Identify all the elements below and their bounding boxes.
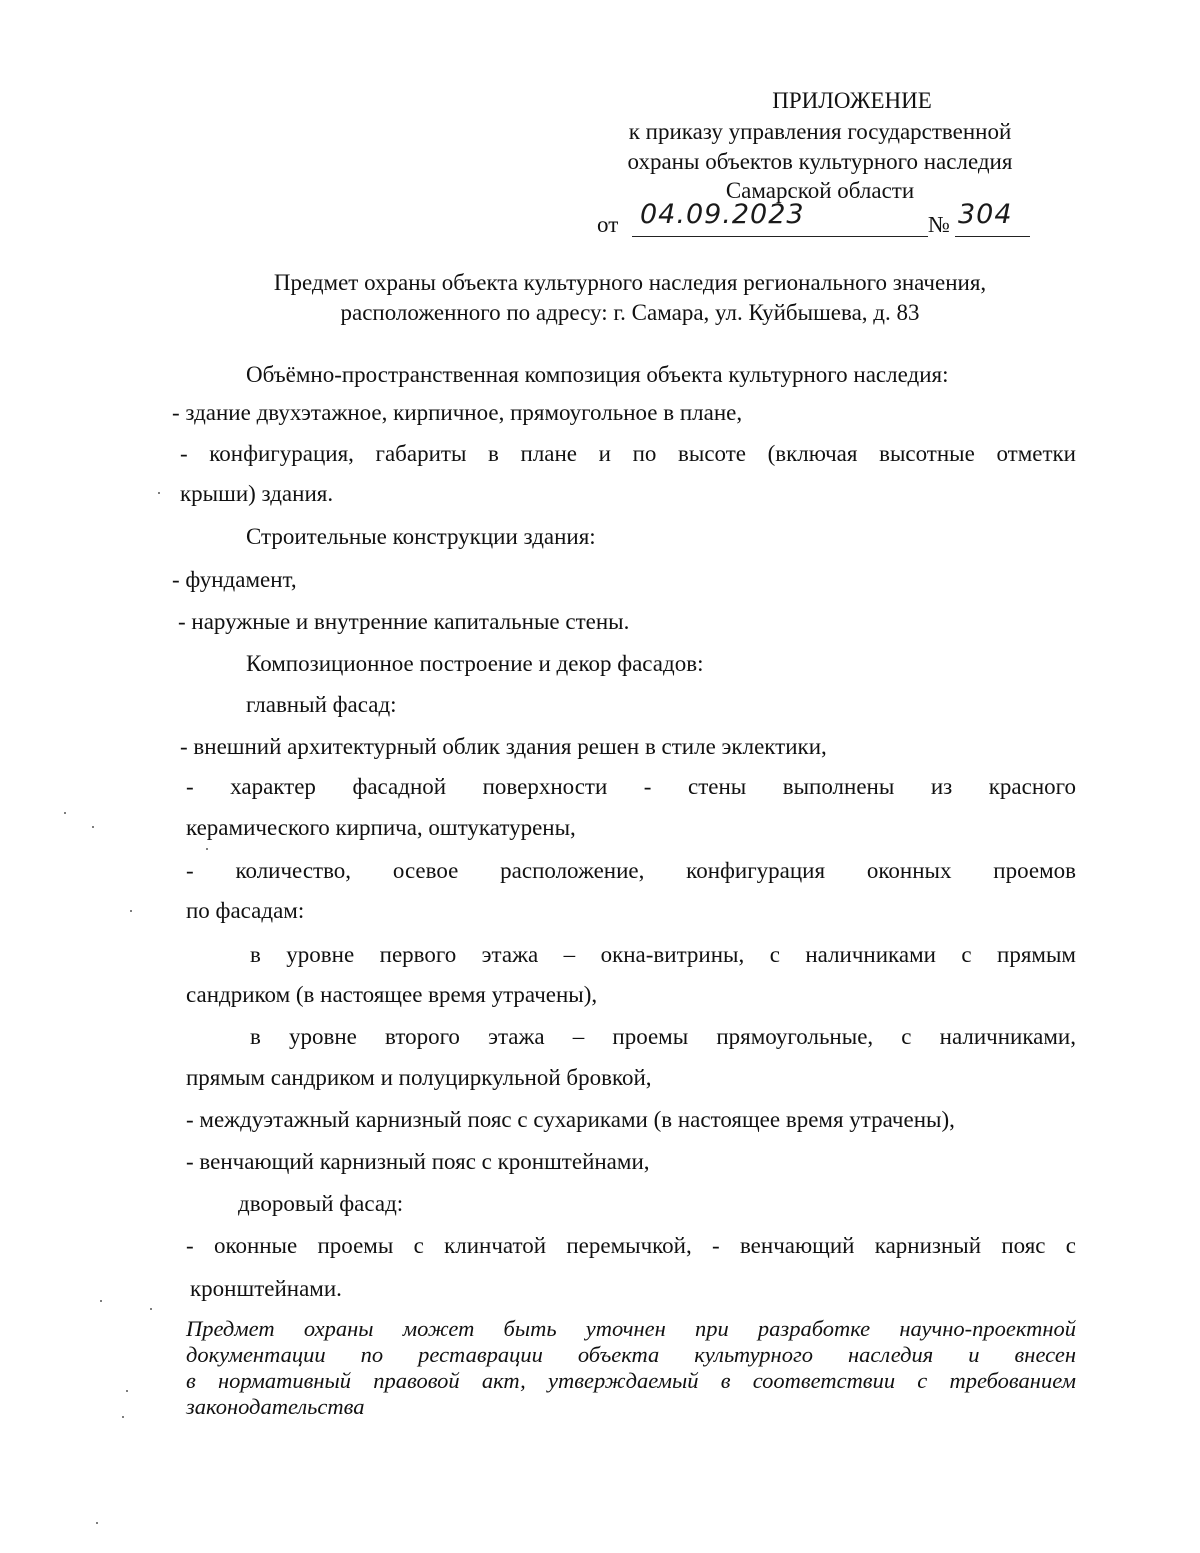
paragraph-interfloor-cornice: - междуэтажный карнизный пояс с сухариками (в настоящее время утрачены),	[186, 1107, 955, 1132]
scan-speck	[122, 1416, 124, 1418]
paragraph-second-floor-line-2: прямым сандриком и полуциркульной бровкой,	[186, 1065, 652, 1090]
note-line-1: Предмет охраны может быть уточнен при разработке научно-проектной	[186, 1316, 1076, 1341]
paragraph-volume-composition: Объёмно-пространственная композиция объекта культурного наследия:	[246, 362, 949, 387]
paragraph-structures-heading: Строительные конструкции здания:	[246, 524, 596, 549]
appendix-line-2: охраны объектов культурного наследия	[627, 149, 1013, 174]
scan-speck	[64, 812, 66, 814]
paragraph-building-type: - здание двухэтажное, кирпичное, прямоугольное в плане,	[172, 400, 743, 425]
handwritten-date: 04.09.2023	[640, 199, 805, 230]
appendix-line-1: к приказу управления государственной	[628, 119, 1012, 144]
appendix-title: ПРИЛОЖЕНИЕ	[772, 88, 932, 113]
paragraph-surface-line-1: - характер фасадной поверхности - стены выполнены из красного	[186, 774, 1076, 799]
number-underline	[955, 236, 1030, 237]
paragraph-configuration-line-2: крыши) здания.	[180, 481, 334, 506]
paragraph-eclectic-style: - внешний архитектурный облик здания решен в стиле эклектики,	[180, 734, 827, 759]
paragraph-walls: - наружные и внутренние капитальные стены.	[178, 609, 630, 634]
scan-speck	[100, 1300, 102, 1302]
paragraph-second-floor-line-1: в уровне второго этажа – проемы прямоугольные, с наличниками,	[250, 1024, 1076, 1049]
subject-line-2: расположенного по адресу: г. Самара, ул. Куйбышева, д. 83	[340, 300, 920, 325]
note-line-2: документации по реставрации объекта культурного наследия и внесен	[186, 1342, 1076, 1367]
scan-speck	[158, 492, 160, 494]
subject-line-1: Предмет охраны объекта культурного наследия регионального значения,	[273, 270, 987, 295]
paragraph-courtyard-line-2: кронштейнами.	[190, 1276, 342, 1301]
note-line-4: законодательства	[186, 1394, 365, 1419]
date-prefix: от	[597, 212, 619, 237]
date-underline	[632, 236, 928, 237]
number-prefix: №	[928, 212, 950, 237]
scan-speck	[206, 848, 208, 850]
clarification-note	[186, 1316, 1076, 1420]
paragraph-windows-line-1: - количество, осевое расположение, конфигурация оконных проемов	[186, 858, 1076, 883]
note-line-3: в нормативный правовой акт, утверждаемый в соответствии с требованием	[186, 1368, 1076, 1393]
scan-speck	[130, 910, 132, 912]
scan-speck	[92, 826, 94, 828]
paragraph-main-facade: главный фасад:	[246, 692, 397, 717]
paragraph-foundation: - фундамент,	[172, 567, 297, 592]
scan-speck	[150, 1308, 152, 1310]
paragraph-first-floor-line-2: сандриком (в настоящее время утрачены),	[186, 982, 598, 1007]
appendix-line-3: Самарской области	[725, 178, 915, 203]
handwritten-number: 304	[958, 199, 1013, 230]
scan-speck	[126, 1390, 128, 1392]
paragraph-first-floor-line-1: в уровне первого этажа – окна-витрины, с наличниками с прямым	[250, 942, 1076, 967]
paragraph-configuration-line-1: - конфигурация, габариты в плане и по высоте (включая высотные отметки	[180, 441, 1076, 466]
paragraph-courtyard-facade: дворовый фасад:	[238, 1191, 404, 1216]
paragraph-facades-heading: Композиционное построение и декор фасадов:	[246, 651, 704, 676]
paragraph-windows-line-2: по фасадам:	[186, 898, 305, 923]
paragraph-surface-line-2: керамического кирпича, оштукатурены,	[186, 815, 576, 840]
appendix-header	[560, 86, 1080, 206]
scan-speck	[96, 1522, 98, 1524]
paragraph-courtyard-line-1: - оконные проемы с клинчатой перемычкой, - венчающий карнизный пояс с	[186, 1233, 1076, 1258]
paragraph-crowning-cornice: - венчающий карнизный пояс с кронштейнами,	[186, 1149, 650, 1174]
